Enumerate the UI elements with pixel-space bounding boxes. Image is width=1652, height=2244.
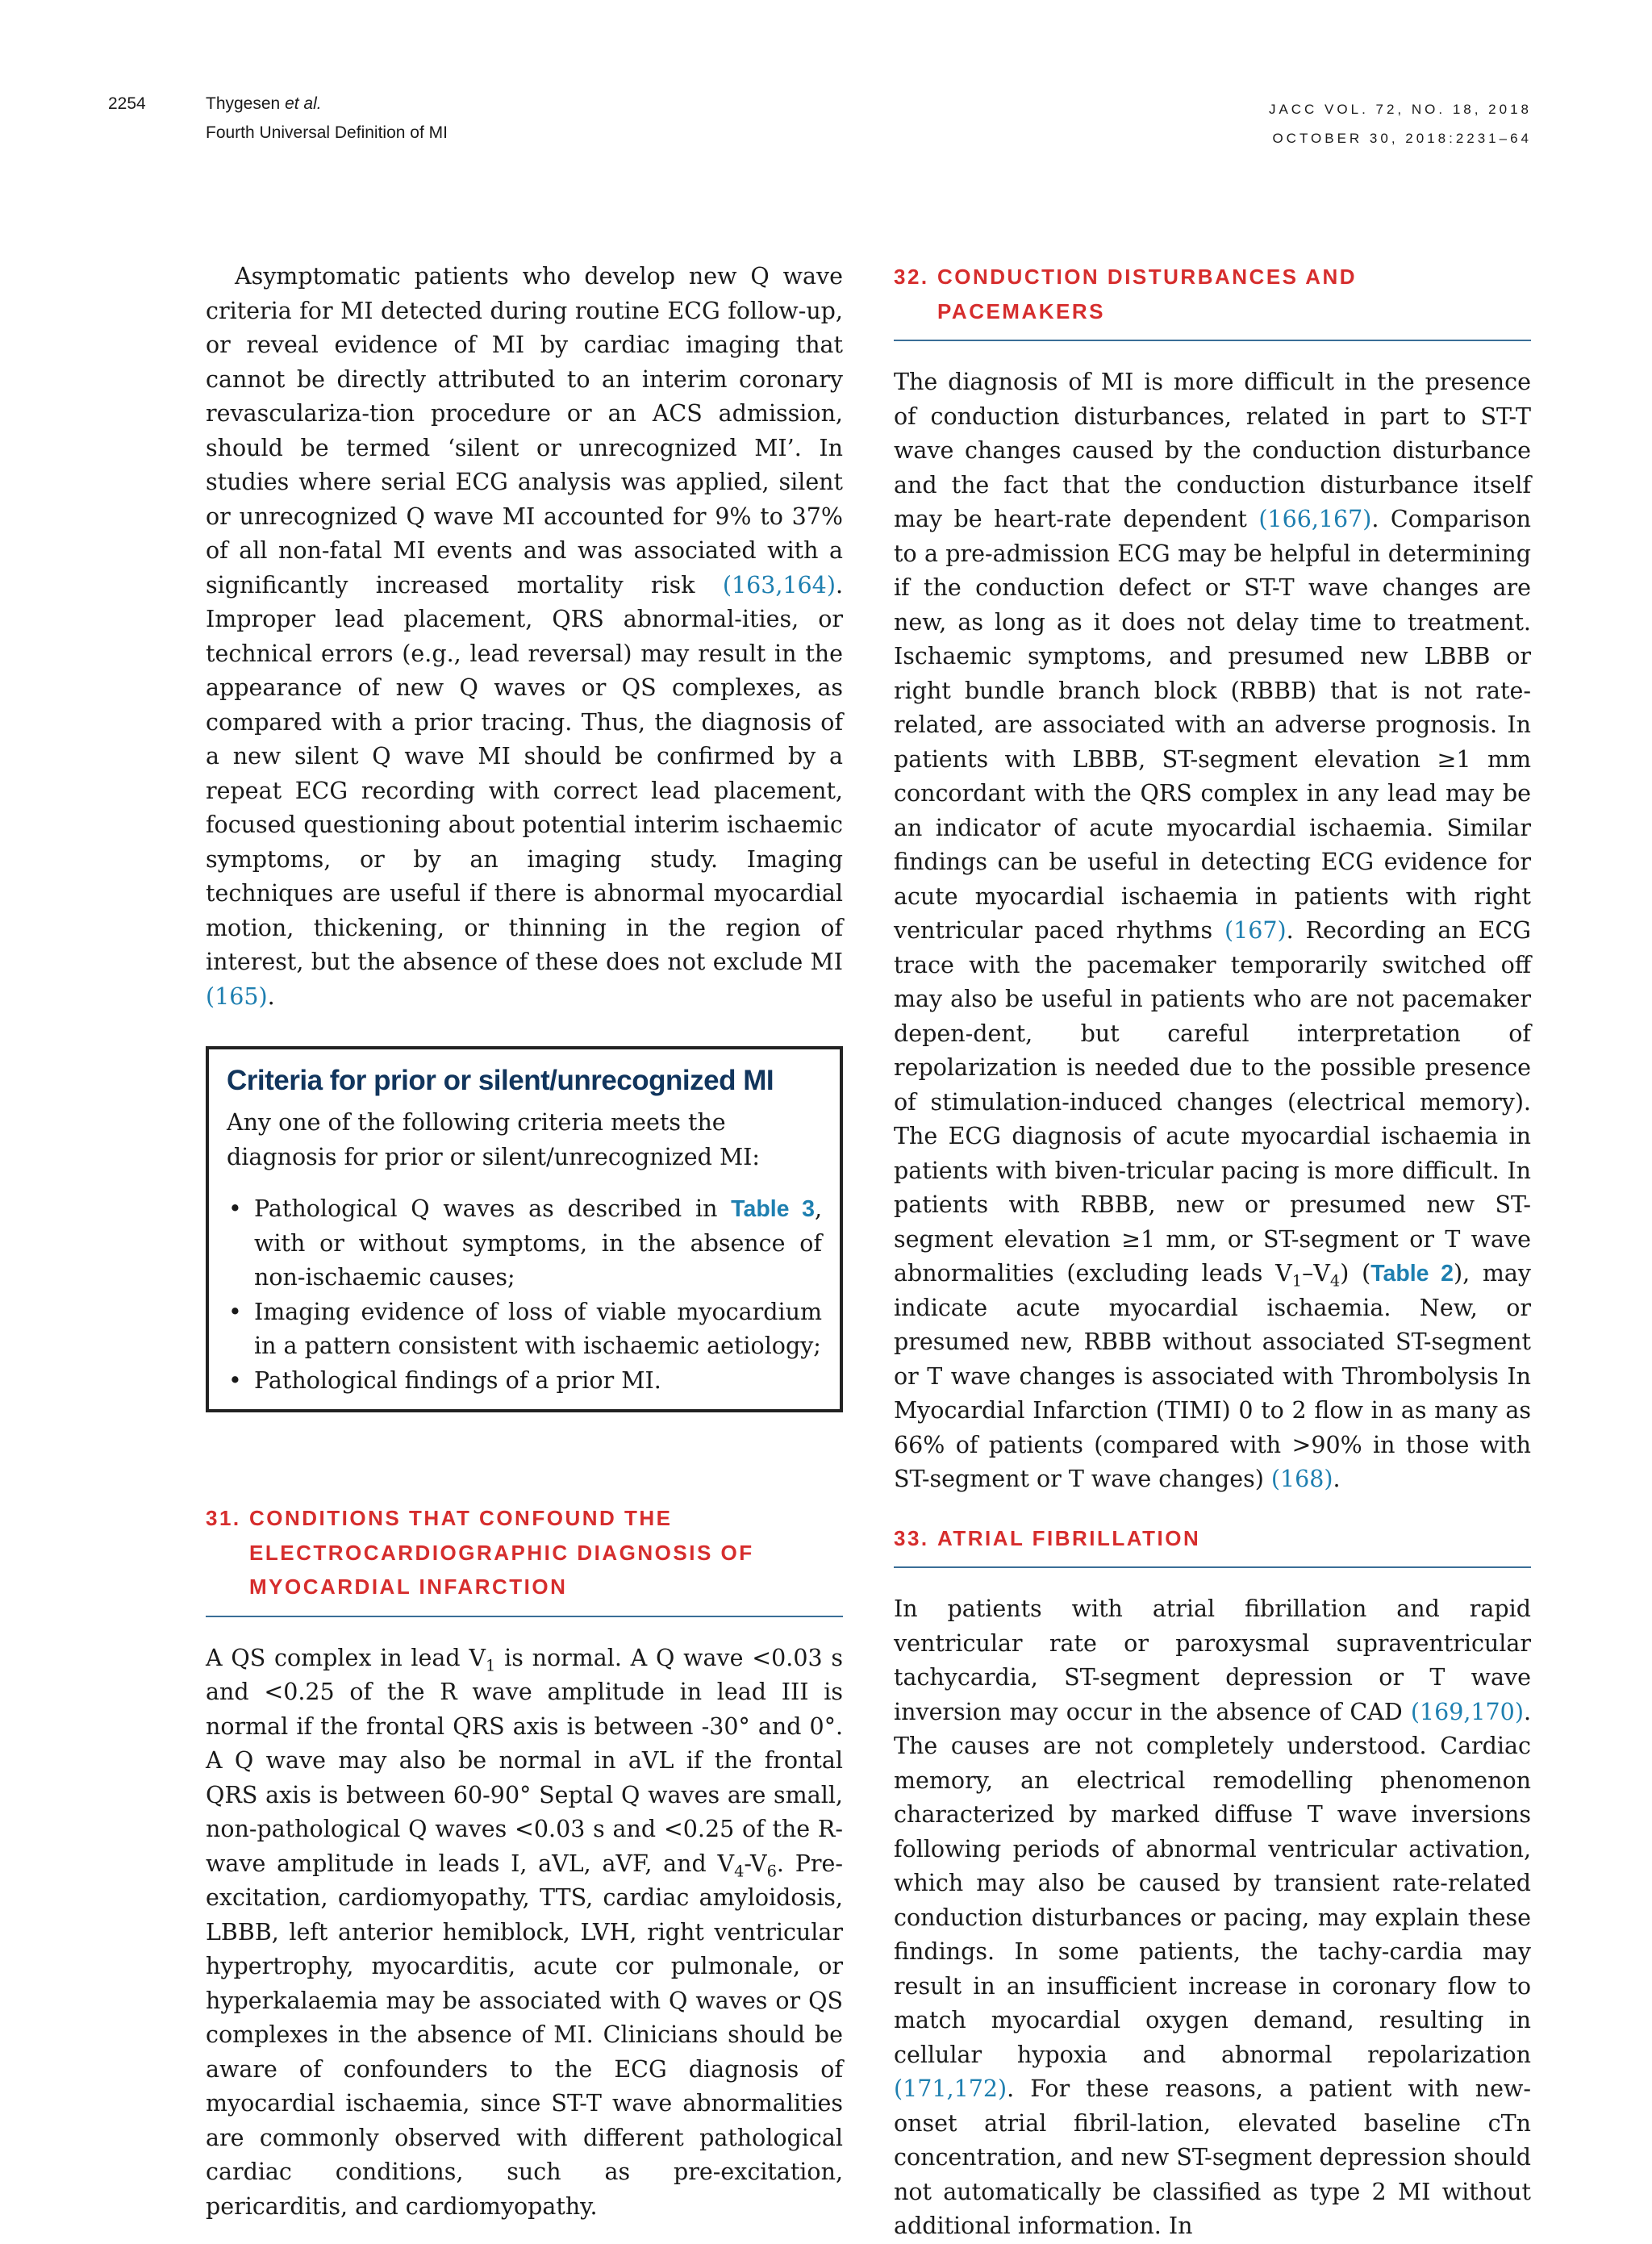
citation-link[interactable]: (168)	[1270, 1466, 1333, 1492]
paragraph-atrial-fibrillation: In patients with atrial fibrillation and rapid ventricular rate or paroxysmal supraventricular tachycardia, ST-segment depression or T wave inversion may occur in the absence of CAD (169,170). The causes are not completely understood. Cardiac memory, an electrical remodelling phenomenon characterized by marked diffuse T wave inversions following periods of abnormal ventricular activation, which may also be caused by transient rate-related conduction disturbances or pacing, may explain these findings. In some patients, the tachy-cardia may result in an insufficient increase in coronary flow to match myocardial oxygen demand, resulting in cellular hypoxia and abnormal repolarization (171,172). For these reasons, a patient with new-onset atrial fibril-lation, elevated baseline cTn concentration, and new ST-segment depression should not automatically be classified as type 2 MI without additional information. In	[894, 1595, 1531, 2239]
list-item: • Pathological Q waves as described in Table 3, with or without symptoms, in the absence of non-ischaemic causes;	[227, 1192, 822, 1295]
right-column	[894, 260, 1531, 2244]
section-heading-33: 33. ATRIAL FIBRILLATION	[894, 1521, 1531, 1569]
citation-link[interactable]: (171,172)	[894, 2075, 1007, 2102]
paragraph-silent-mi: Asymptomatic patients who develop new Q wave criteria for MI detected during routine ECG follow-up, or reveal evidence of MI by cardiac imaging that cannot be directly attributed to an interim coronary revasculariza-tion procedure or an ACS admission, should be termed ‘silent or unrecognized MI’. In studies where serial ECG analysis was applied, silent or unrecognized Q wave MI accounted for 9% to 37% of all non-fatal MI events and was associated with a significantly increased mortality risk (163,164). Improper lead placement, QRS abnormal-ities, or technical errors (e.g., lead reversal) may result in the appearance of new Q waves or QS complexes, as compared with a prior tracing. Thus, the diagnosis of a new silent Q wave MI should be confirmed by a repeat ECG recording with correct lead placement, focused questioning about potential interim ischaemic symptoms, or by an imaging study. Imaging techniques are useful if there is abnormal myocardial motion, thickening, or thinning in the region of interest, but the absence of these does not exclude MI (165).	[206, 263, 843, 1010]
table-link[interactable]: Table 3	[731, 1196, 815, 1222]
criteria-box-title: Criteria for prior or silent/unrecognized MI	[227, 1065, 774, 1096]
left-column	[206, 260, 843, 2224]
table-link[interactable]: Table 2	[1370, 1261, 1454, 1287]
section-heading-31: 31. CONDITIONS THAT CONFOUND THE ELECTROCARDIOGRAPHIC DIAGNOSIS OF MYOCARDIAL INFARCTION	[206, 1501, 843, 1617]
citation-link[interactable]: (166,167)	[1258, 506, 1372, 532]
journal-issue: OCTOBER 30, 2018:2231–64	[1272, 131, 1532, 146]
citation-link[interactable]: (163,164)	[722, 571, 836, 599]
citation-link[interactable]: (167)	[1224, 917, 1287, 944]
criteria-list	[227, 1192, 822, 1398]
section-heading-32: 32. CONDUCTION DISTURBANCES AND PACEMAKERS	[894, 260, 1531, 341]
citation-link[interactable]: (169,170)	[1410, 1698, 1524, 1725]
paragraph-conduction: The diagnosis of MI is more difficult in the presence of conduction disturbances, related in part to ST-T wave changes caused by the conduction disturbance and the fact that the conduction disturbance itself may be heart-rate dependent (166,167). Comparison to a pre-admission ECG may be helpful in determining if the conduction defect or ST-T wave changes are new, as long as it does not delay time to treatment. Ischaemic symptoms, and presumed new LBBB or right bundle branch block (RBBB) that is not rate-related, are associated with an adverse prognosis. In patients with LBBB, ST-segment elevation ≥1 mm concordant with the QRS complex in any lead may be an indicator of acute myocardial ischaemia. Similar findings can be useful in detecting ECG evidence for acute myocardial ischaemia in patients with right ventricular paced rhythms (167). Recording an ECG trace with the pacemaker temporarily switched off may also be useful in patients who are not pacemaker depen-dent, but careful interpretation of repolarization is needed due to the possible presence of stimulation-induced changes (electrical memory). The ECG diagnosis of acute myocardial ischaemia in patients with biven-tricular pacing is more difficult. In patients with RBBB, new or presumed new ST-segment elevation ≥1 mm, or ST-segment or T wave abnormalities (excluding leads $V_1-V_4$) (Table 2), may indicate acute myocardial ischaemia. New, or presumed new, RBBB without associated ST-segment or T wave changes is associated with Thrombolysis In Myocardial Infarction (TIMI) 0 to 2 flow in as many as 66% of patients (compared with >90% in those with ST-segment or T wave changes) (168).	[894, 369, 1532, 1492]
list-item: • Imaging evidence of loss of viable myocardium in a pattern consistent with ischaemic aetiology;	[227, 1295, 822, 1364]
journal-volume: JACC VOL. 72, NO. 18, 2018	[1268, 102, 1532, 117]
article-short-title: Fourth Universal Definition of MI	[206, 123, 448, 142]
criteria-box	[206, 1046, 843, 1412]
authors: Thygesen et al.	[206, 94, 322, 113]
citation-link[interactable]: (165)	[206, 982, 268, 1010]
running-header-right	[1269, 95, 1532, 153]
page-number: 2254	[108, 94, 146, 113]
paragraph-confounders: A QS complex in lead $V_1$ is normal. A Q wave <0.03 s and <0.25 of the R wave amplitude in lead III is normal if the frontal QRS axis is between -30° and 0°. A Q wave may also be normal in aVL if the frontal QRS axis is between 60-90° Septal Q waves are small, non-pathological Q waves <0.03 s and <0.25 of the R-wave amplitude in leads I, aVL, aVF, and $V_4-V_6$. Pre-excitation, cardiomyopathy, TTS, cardiac amyloidosis, LBBB, left anterior hemiblock, LVH, right ventricular hypertrophy, myocarditis, acute cor pulmonale, or hyperkalaemia may be associated with Q waves or QS complexes in the absence of MI. Clinicians should be aware of confounders to the ECG diagnosis of myocardial ischaemia, since ST-T wave abnormalities are commonly observed with different pathological cardiac conditions, such as pre-excitation, pericarditis, and cardiomyopathy.	[206, 1644, 843, 2220]
criteria-box-intro: Any one of the following criteria meets the diagnosis for prior or silent/unrecognized MI:	[227, 1109, 760, 1170]
list-item: • Pathological findings of a prior MI.	[227, 1364, 822, 1399]
